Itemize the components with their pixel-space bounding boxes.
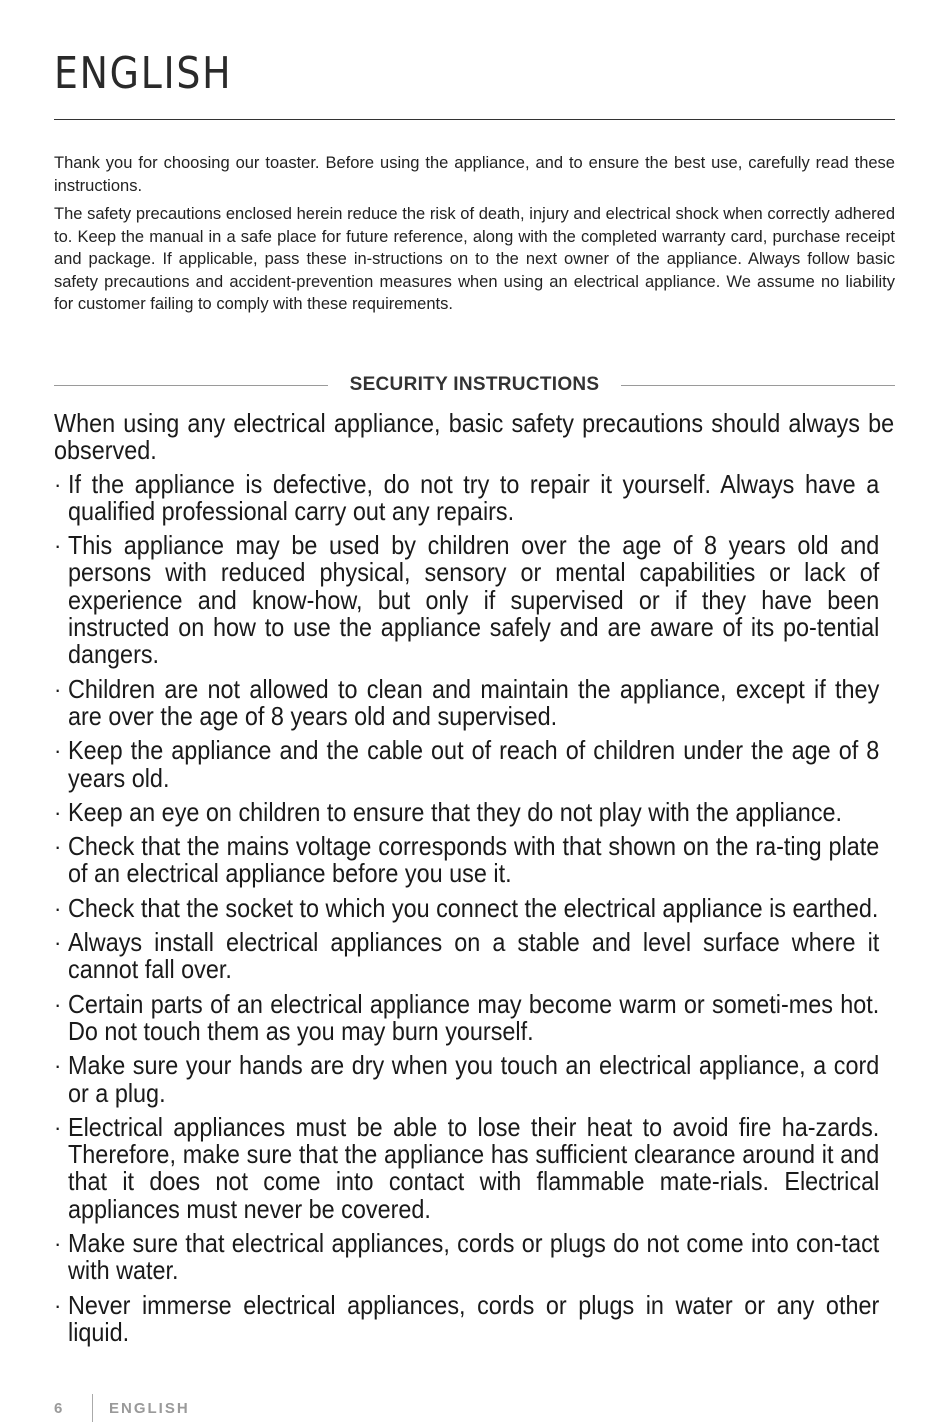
list-item-text: Make sure that electrical appliances, cords or plugs do not come into con-tact with water. <box>68 1228 880 1286</box>
bullet-icon: · <box>54 1053 62 1079</box>
list-item <box>54 892 895 923</box>
list-item-text: Make sure your hands are dry when you touch an electrical appliance, a cord or a plug. <box>68 1050 880 1108</box>
bullet-icon: · <box>54 676 62 702</box>
heading-rule-right <box>621 385 895 386</box>
lead-paragraph: When using any electrical appliance, basic safety precautions should always be observed. <box>54 408 895 466</box>
intro-text <box>54 152 895 322</box>
bullet-icon: · <box>54 799 62 825</box>
title-divider <box>54 119 895 120</box>
list-item <box>54 737 895 792</box>
safety-instructions <box>54 410 895 1353</box>
list-item <box>54 1111 895 1224</box>
list-item <box>54 532 895 668</box>
bullet-icon: · <box>54 930 62 956</box>
section-heading-label: SECURITY INSTRUCTIONS <box>349 374 600 395</box>
safety-list <box>54 468 895 1347</box>
bullet-icon: · <box>54 1292 62 1318</box>
bullet-icon: · <box>54 991 62 1017</box>
list-item-text: If the appliance is defective, do not try to repair it yourself. Always have a qualified professional carry out any repairs. <box>68 468 880 526</box>
bullet-icon: · <box>54 1114 62 1140</box>
list-item <box>54 1052 895 1107</box>
section-heading <box>54 372 895 398</box>
list-item-text: This appliance may be used by children over the age of 8 years old and persons with reduced physical, sensory or mental capabilities or lack of experience and know-how, but only if supervised or if they have been instructed on how to use the appliance safely and are aware of its po-tential dangers. <box>68 530 880 670</box>
footer-label: ENGLISH <box>109 1399 190 1417</box>
list-item <box>54 1230 895 1285</box>
bullet-icon: · <box>54 471 62 497</box>
list-item-text: Never immerse electrical appliances, cords or plugs in water or any other liquid. <box>68 1289 880 1347</box>
list-item <box>54 673 895 731</box>
list-item-text: Check that the mains voltage corresponds with that shown on the ra-ting plate of an electrical appliance before you use it. <box>68 831 880 889</box>
page-number: 6 <box>54 1399 65 1417</box>
list-item-text: Electrical appliances must be able to lose their heat to avoid fire ha-zards. Therefore, make sure that the appliance has sufficient clearance around it and that it does not come into contact with flammable mate-rials. Electrical appliances must never be covered. <box>68 1111 880 1224</box>
list-item-text: Always install electrical appliances on a stable and level surface where it cannot fall over. <box>68 927 880 985</box>
list-item <box>54 988 895 1046</box>
list-item <box>54 796 895 827</box>
list-item <box>54 1289 895 1347</box>
page-title: ENGLISH <box>54 48 233 99</box>
bullet-icon: · <box>54 1231 62 1257</box>
intro-paragraph: The safety precautions enclosed herein reduce the risk of death, injury and electrical shock when correctly adhered to. Keep the manual in a safe place for future reference, along with the completed warranty card, purchase receipt and package. If applicable, pass these in-structions on to the next owner of the appliance. Always follow basic safety precautions and accident-prevention measures when using an electrical appliance. We assume no liability for customer failing to comply with these requirements. <box>54 205 895 313</box>
bullet-icon: · <box>54 895 62 921</box>
bullet-icon: · <box>54 738 62 764</box>
intro-paragraph: Thank you for choosing our toaster. Before using the appliance, and to ensure the best use, carefully read these instructions. <box>54 154 895 195</box>
page-footer <box>54 1393 190 1423</box>
list-item <box>54 929 895 984</box>
bullet-icon: · <box>54 533 62 559</box>
list-item-text: Check that the socket to which you connect the electrical appliance is earthed. <box>68 892 879 923</box>
list-item-text: Certain parts of an electrical appliance may become warm or someti-mes hot. Do not touch them as you may burn yourself. <box>68 988 880 1046</box>
bullet-icon: · <box>54 834 62 860</box>
list-item <box>54 468 895 526</box>
footer-divider <box>92 1394 93 1422</box>
list-item-text: Keep an eye on children to ensure that they do not play with the appliance. <box>68 796 843 827</box>
list-item-text: Children are not allowed to clean and maintain the appliance, except if they are over the age of 8 years old and supervised. <box>68 673 880 731</box>
list-item <box>54 833 895 888</box>
list-item-text: Keep the appliance and the cable out of reach of children under the age of 8 years old. <box>68 735 880 793</box>
heading-rule-left <box>54 385 328 386</box>
